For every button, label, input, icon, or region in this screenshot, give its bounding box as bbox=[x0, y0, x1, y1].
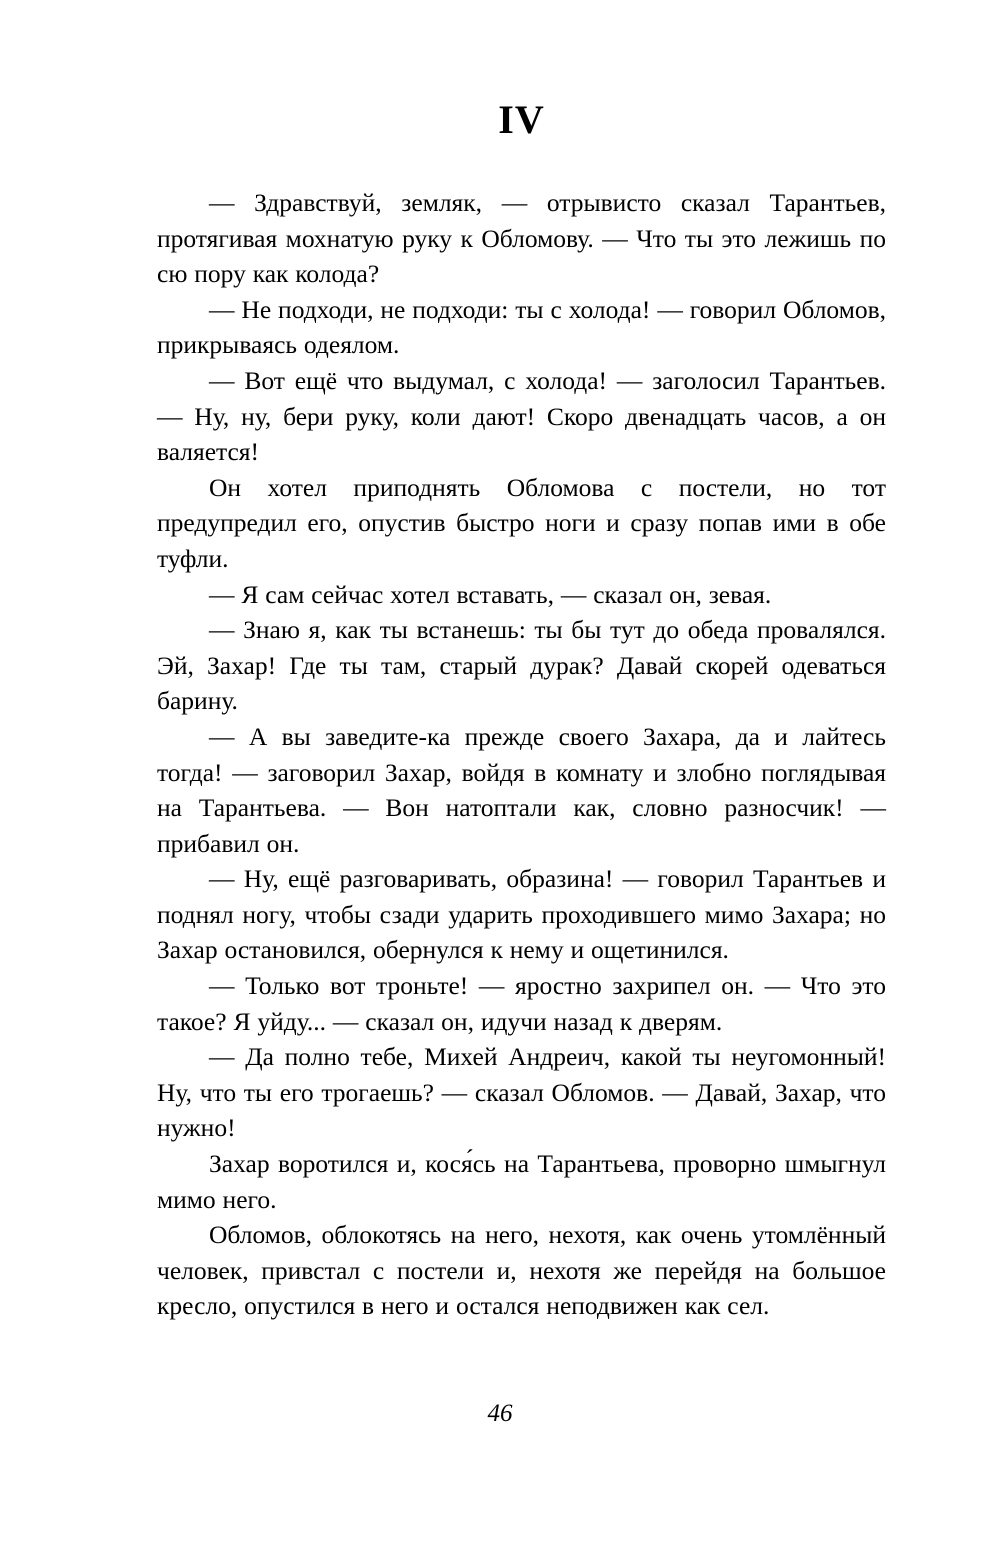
paragraph: Захар воротился и, кося́сь на Тарантьева, проворно шмыгнул мимо него. bbox=[157, 1149, 886, 1214]
paragraph: — Я сам сейчас хотел вставать, — сказал он, зевая. bbox=[209, 579, 772, 609]
paragraph: — Ну, ещё разговаривать, образина! — говорил Тарантьев и поднял ногу, чтобы сзади ударить проходившего мимо Захара; но Захар остановился, обернулся к нему и ощетинился. bbox=[157, 864, 886, 965]
paragraph: Он хотел приподнять Обломова с постели, но тот предупредил его, опустив быстро ноги и сразу попав ими в обе туфли. bbox=[157, 472, 886, 573]
chapter-heading: IV bbox=[498, 97, 545, 142]
paragraph: — Вот ещё что выдумал, с холода! — заголосил Тарантьев. — Ну, ну, бери руку, коли дают! Скоро двенадцать часов, а он валяется! bbox=[157, 365, 886, 467]
paragraph: — Знаю я, как ты встанешь: ты бы тут до обеда провалялся. Эй, Захар! Где ты там, старый дурак? Давай скорей одеваться барину. bbox=[157, 615, 886, 716]
page-content bbox=[157, 96, 886, 1324]
paragraph: — Да полно тебе, Михей Андреич, какой ты неугомонный! Ну, что ты его трогаешь? — сказал Обломов. — Давай, Захар, что нужно! bbox=[157, 1042, 886, 1143]
paragraph: Обломов, облокотясь на него, нехотя, как очень утомлённый человек, привстал с постели и, нехотя же перейдя на большое кресло, опустился в него и остался неподвижен как сел. bbox=[157, 1220, 886, 1321]
paragraph: — Не подходи, не подходи: ты с холода! — говорил Обломов, прикрываясь одеялом. bbox=[157, 294, 886, 360]
paragraph: — Здравствуй, земляк, — отрывисто сказал Тарантьев, протягивая мохнатую руку к Обломову. — Что ты это лежишь по сю пору как колода? bbox=[157, 188, 886, 289]
page-number: 46 bbox=[487, 1400, 513, 1427]
paragraph: — А вы заведите-ка прежде своего Захара, да и лайтесь тогда! — заговорил Захар, войдя в комнату и злобно поглядывая на Тарантьева. — Вон натоптали как, словно разносчик! — прибавил он. bbox=[157, 721, 886, 858]
paragraph: — Только вот троньте! — яростно захрипел он. — Что это такое? Я уйду... — сказал он, идучи назад к дверям. bbox=[157, 971, 886, 1036]
